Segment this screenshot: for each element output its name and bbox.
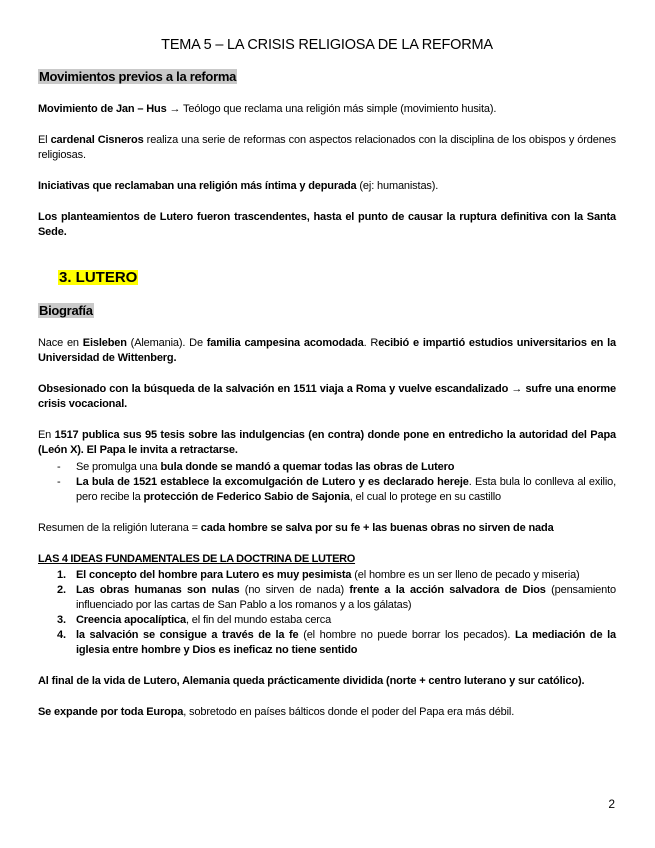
text: (pensamiento influenciado por las cartas de San Pablo a los romanos y a los gálatas) [76, 584, 616, 611]
list-item [57, 613, 616, 628]
paragraph-resumen [38, 521, 616, 536]
bold-text: protección de Federico Sabio de Sajonia [143, 491, 350, 503]
bold-text: La mediación de la iglesia entre hombre y Dios es ineficaz no tiene sentido [76, 629, 616, 656]
text: Resumen de la religión luterana = [38, 522, 201, 534]
bold-text: Eisleben [82, 337, 127, 349]
ideas-list [38, 568, 616, 658]
bold-text: ecibió e impartió estudios universitarios en la Universidad de Wittenberg. [38, 337, 616, 364]
list-item [76, 475, 616, 505]
bold-text: Al final de la vida de Lutero, Alemania queda prácticamente dividida (norte + centro luterano y sur católico). [38, 675, 585, 687]
paragraph-95-tesis [38, 428, 616, 458]
bold-text: Iniciativas que reclamaban una religión más íntima y depurada [38, 180, 357, 192]
text: Teólogo que reclama una religión más simple (movimiento husita). [183, 103, 497, 115]
text: El [38, 134, 51, 146]
text: , el cual lo protege en su castillo [349, 491, 502, 503]
highlighted-heading: Movimientos previos a la reforma [39, 69, 237, 84]
bold-text: 1517 publica sus 95 tesis sobre las indulgencias (en contra) donde pone en entredicho la autoridad del Papa (León X). El Papa le invita a retractarse. [38, 429, 616, 456]
text: . Esta bula lo conlleva al exilio, pero recibe la [76, 476, 616, 503]
bula-list [38, 460, 616, 505]
bold-text: familia campesina acomodada [206, 337, 364, 349]
paragraph-nacimiento [38, 336, 616, 366]
text: , el fin del mundo estaba cerca [185, 614, 332, 626]
text: (Alemania). De [126, 337, 207, 349]
highlighted-heading: 3. LUTERO [59, 269, 138, 286]
bold-text: cardenal Cisneros [50, 134, 144, 146]
bold-text: sufre una enorme crisis vocacional. [38, 383, 616, 410]
list-number: 4. [57, 629, 66, 641]
bold-text: El concepto del hombre para Lutero es muy pesimista [76, 569, 352, 581]
page-number: 2 [608, 797, 615, 811]
paragraph-planteamientos [38, 210, 616, 240]
bold-text: Los planteamientos de Lutero fueron trascendentes, hasta el punto de causar la ruptura definitiva con la Santa Sede. [38, 211, 616, 238]
list-number: 2. [57, 584, 66, 596]
paragraph-expansion [38, 705, 616, 720]
arrow-icon: → [508, 383, 526, 395]
highlighted-heading: Biografía [39, 303, 93, 318]
list-number: 3. [57, 614, 66, 626]
paragraph-iniciativas [38, 179, 616, 194]
document-title: TEMA 5 – LA CRISIS RELIGIOSA DE LA REFORMA [161, 37, 493, 53]
paragraph-cisneros [38, 133, 616, 163]
bold-text: La bula de 1521 establece la excomulgación de Lutero y es declarado hereje [76, 476, 469, 488]
text: , sobretodo en países bálticos donde el poder del Papa era más débil. [183, 706, 515, 718]
text: Nace en [38, 337, 83, 349]
text: (el hombre es un ser lleno de pecado y miseria) [351, 569, 580, 581]
bold-text: Movimiento de Jan – Hus [38, 103, 167, 115]
bold-text: Obsesionado con la búsqueda de la salvación en 1511 viaja a Roma y vuelve escandalizado [38, 383, 509, 395]
text: Se promulga una [76, 461, 161, 473]
text: (no sirven de nada) [239, 584, 350, 596]
text: . R [363, 337, 379, 349]
subheading-biografia [38, 303, 616, 320]
list-item [57, 583, 616, 613]
ideas-heading: LAS 4 IDEAS FUNDAMENTALES DE LA DOCTRINA DE LUTERO [38, 553, 356, 565]
text: En [38, 429, 55, 441]
paragraph-jan-hus [38, 102, 616, 117]
list-number: 1. [57, 569, 66, 581]
text: (el hombre no puede borrar los pecados). [298, 629, 515, 641]
paragraph-obsesionado [38, 382, 616, 412]
document-page [38, 38, 616, 720]
bold-text: bula donde se mandó a quemar todas las obras de Lutero [160, 461, 455, 473]
bold-text: Creencia apocalíptica [76, 614, 186, 626]
list-item [57, 628, 616, 658]
arrow-icon: → [166, 103, 184, 115]
bold-text: frente a la acción salvadora de Dios [349, 584, 546, 596]
list-item [76, 460, 616, 475]
section-heading-lutero [58, 270, 616, 287]
bold-text: la salvación se consigue a través de la fe [76, 629, 299, 641]
text: (ej: humanistas). [356, 180, 439, 192]
section-heading-movimientos [38, 69, 616, 86]
bold-text: Las obras humanas son nulas [76, 584, 240, 596]
bold-text: Se expande por toda Europa [38, 706, 184, 718]
list-item [57, 568, 616, 583]
paragraph-alemania-dividida [38, 674, 616, 689]
text: realiza una serie de reformas con aspectos relacionados con la disciplina de los obispos y órdenes religiosas. [38, 134, 616, 161]
bold-text: cada hombre se salva por su fe + las buenas obras no sirven de nada [200, 522, 554, 534]
